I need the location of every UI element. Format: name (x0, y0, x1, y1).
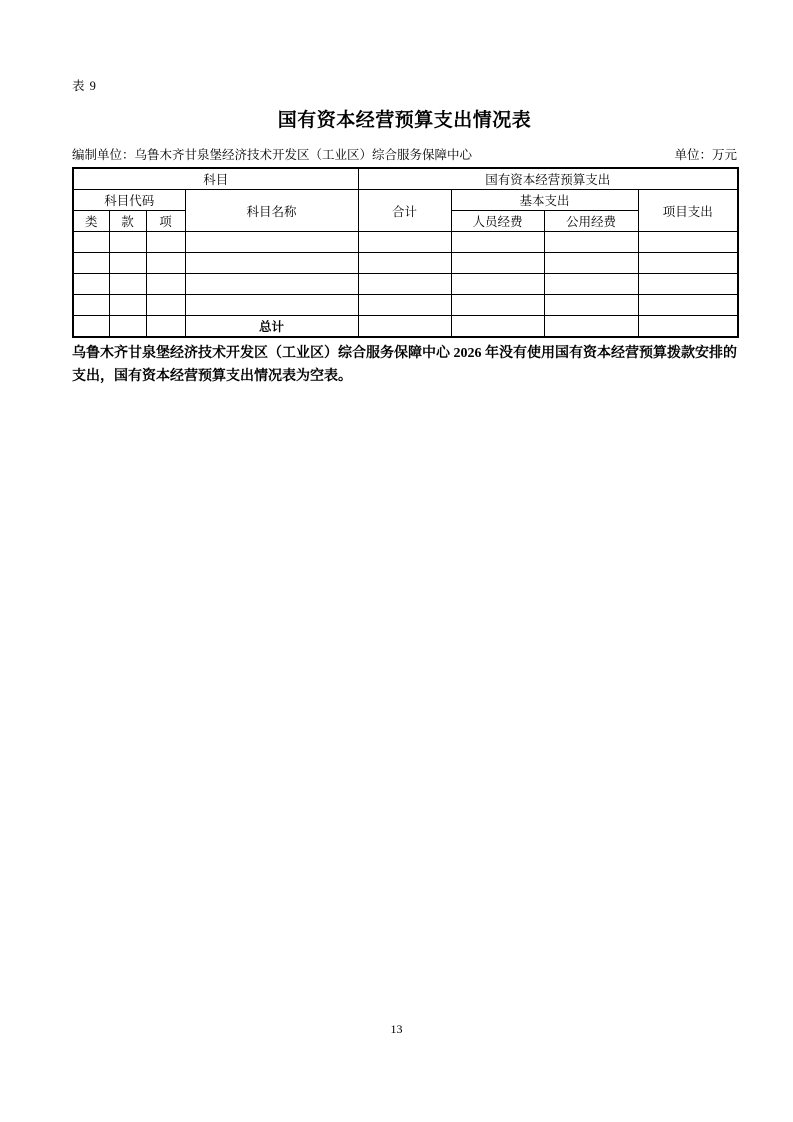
empty-cell (109, 232, 146, 253)
th-code-item: 项 (146, 211, 185, 232)
empty-cell (358, 232, 451, 253)
th-subject-code: 科目代码 (73, 190, 185, 211)
unit-label: 单位：万元 (674, 148, 737, 162)
table-empty-row (73, 253, 738, 274)
header-row-2 (73, 190, 738, 211)
empty-cell (109, 253, 146, 274)
empty-cell (73, 232, 109, 253)
empty-cell (146, 274, 185, 295)
table-meta-row (72, 145, 737, 163)
empty-cell (544, 274, 638, 295)
empty-cell (73, 316, 109, 338)
empty-cell (109, 295, 146, 316)
table-empty-row (73, 295, 738, 316)
empty-cell (146, 232, 185, 253)
header-row-1 (73, 168, 738, 190)
empty-cell (358, 274, 451, 295)
th-code-section: 款 (109, 211, 146, 232)
empty-cell (451, 274, 544, 295)
empty-cell (358, 316, 451, 338)
empty-cell (358, 253, 451, 274)
total-row-label: 总计 (185, 316, 358, 338)
th-project-expenditure: 项目支出 (638, 190, 738, 232)
document-page-content (72, 0, 737, 388)
empty-cell (638, 295, 738, 316)
empty-cell (638, 316, 738, 338)
page-number: 13 (390, 1022, 403, 1036)
empty-cell (146, 253, 185, 274)
th-subject-name: 科目名称 (185, 190, 358, 232)
empty-cell (451, 232, 544, 253)
total-row-body (73, 316, 738, 338)
th-basic-expenditure: 基本支出 (451, 190, 638, 211)
empty-cell (185, 274, 358, 295)
empty-cell (73, 253, 109, 274)
empty-cell (109, 316, 146, 338)
th-budget-expenditure: 国有资本经营预算支出 (358, 168, 738, 190)
page-title: 国有资本经营预算支出情况表 (277, 110, 532, 131)
empty-cell (544, 295, 638, 316)
empty-cell (544, 316, 638, 338)
empty-cell (544, 253, 638, 274)
empty-cell (451, 253, 544, 274)
empty-cell (638, 253, 738, 274)
table-empty-row (73, 274, 738, 295)
table-empty-row (73, 232, 738, 253)
empty-cell (146, 316, 185, 338)
empty-cell (638, 274, 738, 295)
empty-rows-body (73, 232, 738, 316)
prepared-by-label: 编制单位：乌鲁木齐甘泉堡经济技术开发区（工业区）综合服务保障中心 (72, 148, 473, 162)
empty-cell (451, 295, 544, 316)
empty-cell (451, 316, 544, 338)
empty-cell (109, 274, 146, 295)
empty-cell (73, 295, 109, 316)
empty-cell (73, 274, 109, 295)
empty-cell (185, 253, 358, 274)
th-total: 合计 (358, 190, 451, 232)
th-subject: 科目 (73, 168, 358, 190)
total-row (73, 316, 738, 338)
table-number-label: 表 9 (72, 79, 97, 93)
empty-cell (185, 232, 358, 253)
th-personnel-funds: 人员经费 (451, 211, 544, 232)
th-code-class: 类 (73, 211, 109, 232)
empty-cell (358, 295, 451, 316)
empty-table-note: 乌鲁木齐甘泉堡经济技术开发区（工业区）综合服务保障中心 2026 年没有使用国有资本经营预算拨款安排的支出，国有资本经营预算支出情况表为空表。 (72, 346, 737, 384)
th-public-funds: 公用经费 (544, 211, 638, 232)
empty-cell (146, 295, 185, 316)
empty-cell (544, 232, 638, 253)
empty-cell (185, 295, 358, 316)
empty-cell (638, 232, 738, 253)
budget-expenditure-table (72, 167, 739, 338)
